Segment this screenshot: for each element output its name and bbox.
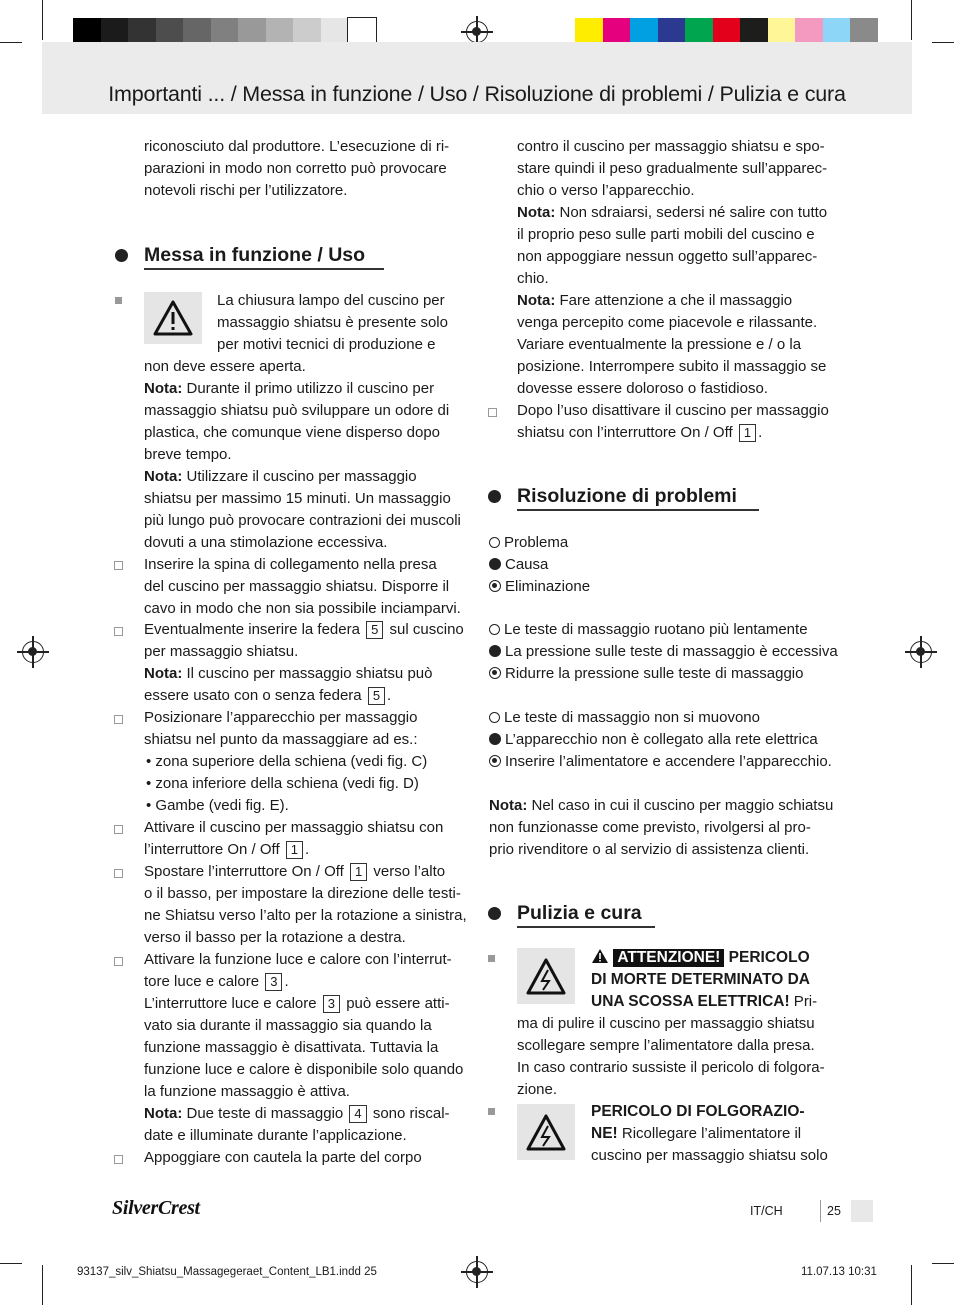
heading-underline [517, 926, 655, 928]
text: Durante il primo utilizzo il cuscino per [182, 380, 435, 397]
text-line: notevoli rischi per l’utilizzatore. [144, 182, 348, 199]
electric-shock-icon [517, 948, 575, 1004]
text-line: Posizionare l’apparecchio per massaggio [144, 709, 418, 726]
text: Eliminazione [505, 578, 591, 595]
crop-mark [932, 1263, 954, 1264]
crop-mark [42, 1265, 43, 1305]
text: Spostare l’interruttore On / Off [144, 863, 344, 880]
registration-mark-icon [466, 21, 488, 43]
part-number-badge: 1 [350, 863, 367, 881]
target-circle-icon [489, 580, 501, 592]
legend-solution [489, 576, 590, 598]
danger-heading-line [591, 947, 810, 969]
note-line [144, 1103, 450, 1125]
note-label: Nota: [489, 797, 528, 814]
text-line: La chiusura lampo del cuscino per [217, 292, 445, 309]
text-line: per motivi tecnici di produzione e [217, 336, 436, 353]
text: . [758, 424, 763, 441]
text: Ridurre la pressione sulle teste di massaggio [505, 665, 804, 682]
text: L’interruttore luce e calore [144, 995, 317, 1012]
text: Utilizzare il cuscino per massaggio [182, 468, 417, 485]
text-line [591, 991, 817, 1013]
text-line: il proprio peso sulle parti mobili del cuscino e [517, 226, 815, 243]
crop-mark [0, 42, 22, 43]
text-line [144, 993, 450, 1015]
note-label: Nota: [144, 665, 183, 682]
text-line: dovesse essere doloroso o fastidioso. [517, 380, 768, 397]
open-circle-icon [489, 537, 500, 548]
text-line [144, 685, 391, 707]
text-line: Dopo l’uso disattivare il cuscino per massaggio [517, 402, 829, 419]
text-line: Variare eventualmente la pressione e / o la [517, 336, 802, 353]
text: essere usato con o senza federa [144, 687, 362, 704]
text-line: date e illuminate durante l’applicazione. [144, 1127, 407, 1144]
text-line: non deve essere aperta. [144, 358, 306, 375]
filled-circle-icon [489, 558, 501, 570]
language-code: IT/CH [750, 1204, 783, 1218]
text-line: shiatsu nel punto da massaggiare ad es.: [144, 731, 418, 748]
registration-mark-icon [466, 1261, 488, 1283]
checkbox-icon [114, 825, 123, 834]
text-line: più lungo può provocare contrazioni dei muscoli [144, 512, 461, 529]
registration-mark-icon [22, 641, 44, 663]
text: Eventualmente inserire la federa [144, 621, 360, 638]
text: l’interruttore On / Off [144, 841, 280, 858]
attention-badge: ATTENZIONE! [613, 949, 724, 967]
text-line: Attivare la funzione luce e calore con l’interrut- [144, 951, 452, 968]
section-heading: Risoluzione di problemi [517, 485, 737, 507]
note-label: Nota: [517, 204, 556, 221]
crop-mark [0, 1263, 22, 1264]
heading-underline [517, 509, 759, 511]
text-line: non funzionasse come previsto, rivolgersi al pro- [489, 819, 811, 836]
text-line: breve tempo. [144, 446, 232, 463]
text: . [305, 841, 310, 858]
text-line: riconosciuto dal produttore. L’esecuzione di ri- [144, 138, 450, 155]
text-line: Inserire la spina di collegamento nella presa [144, 556, 437, 573]
target-circle-icon [489, 667, 501, 679]
page-title: Importanti ... / Messa in funzione / Uso / Risoluzione di problemi / Pulizia e cura [108, 82, 846, 106]
section-heading: Messa in funzione / Uso [144, 244, 366, 266]
legend-cause [489, 554, 548, 576]
text: può essere atti- [346, 995, 450, 1012]
warning-triangle-icon [591, 948, 609, 964]
print-date: 11.07.13 10:31 [801, 1266, 877, 1278]
text-line: posizione. Interrompere subito il massaggio se [517, 358, 827, 375]
text: Le teste di massaggio non si muovono [504, 709, 760, 726]
text-line: verso il basso per la rotazione a destra. [144, 929, 406, 946]
heading-underline [144, 268, 384, 270]
open-circle-icon [489, 624, 500, 635]
text: verso l’alto [373, 863, 446, 880]
note-label: Nota: [144, 468, 183, 485]
checkbox-icon [114, 869, 123, 878]
text: sono riscal- [372, 1105, 450, 1122]
text-line: zione. [517, 1081, 558, 1098]
text-line: cavo in modo che non sia possibile inciamparvi. [144, 600, 461, 617]
problem-item [489, 707, 760, 729]
note-label: Nota: [517, 292, 556, 309]
text: Fare attenzione a che il massaggio [555, 292, 793, 309]
part-number-badge: 3 [265, 973, 282, 991]
filled-circle-icon [489, 733, 501, 745]
crop-mark [911, 1265, 912, 1305]
brand-logo: SilverCrest [112, 1197, 200, 1219]
crop-mark [42, 0, 43, 40]
text-line: scollegare sempre l’alimentatore dalla presa. [517, 1037, 815, 1054]
text-line: del cuscino per massaggio shiatsu. Disporre il [144, 578, 450, 595]
text-line: contro il cuscino per massaggio shiatsu e spo- [517, 138, 825, 155]
text: Causa [505, 556, 549, 573]
note-line [144, 663, 432, 685]
text: NE! [591, 1125, 618, 1142]
text: Nel caso in cui il cuscino per maggio schiatsu [527, 797, 834, 814]
text-line [591, 1123, 801, 1145]
electric-shock-icon [517, 1104, 575, 1160]
solution-item [489, 663, 803, 685]
warning-triangle-icon [144, 292, 202, 344]
text-line: massaggio shiatsu è presente solo [217, 314, 448, 331]
target-circle-icon [489, 755, 501, 767]
cause-item [489, 729, 818, 751]
part-number-badge: 5 [368, 687, 385, 705]
shock-warning-box [517, 948, 575, 1004]
text-line: Attivare il cuscino per massaggio shiatsu con [144, 819, 444, 836]
section-bullet-icon [488, 907, 501, 920]
checkbox-icon [114, 957, 123, 966]
text: . [284, 973, 289, 990]
warning-box [144, 292, 202, 344]
text: L’apparecchio non è collegato alla rete elettrica [505, 731, 818, 748]
text: . [387, 687, 392, 704]
section-heading: Pulizia e cura [517, 902, 642, 924]
note-label: Nota: [144, 380, 183, 397]
text-line [144, 861, 445, 883]
text-line: funzione massaggio è disattivata. Tuttavia la [144, 1039, 439, 1056]
text-line [517, 422, 762, 444]
open-circle-icon [489, 712, 500, 723]
text: Non sdraiarsi, sedersi né salire con tutto [555, 204, 828, 221]
text-line: PERICOLO DI FOLGORAZIO- [591, 1103, 805, 1120]
text-line [144, 619, 464, 641]
registration-mark-icon [910, 641, 932, 663]
text: La pressione sulle teste di massaggio è eccessiva [505, 643, 838, 660]
note-line [489, 795, 833, 817]
checkbox-icon [114, 561, 123, 570]
text: sul cuscino [389, 621, 464, 638]
text: Le teste di massaggio ruotano più lentamente [504, 621, 808, 638]
solution-item [489, 751, 832, 773]
text-line: parazioni in modo non corretto può provocare [144, 160, 447, 177]
text-line: ma di pulire il cuscino per massaggio shiatsu [517, 1015, 815, 1032]
checkbox-icon [114, 1155, 123, 1164]
note-line [144, 466, 417, 488]
filled-circle-icon [489, 645, 501, 657]
text-line: stare quindi il peso gradualmente sull’apparec- [517, 160, 828, 177]
text-line: Appoggiare con cautela la parte del corpo [144, 1149, 422, 1166]
checkbox-icon [114, 715, 123, 724]
checkbox-icon [488, 408, 497, 417]
cause-item [489, 641, 838, 663]
part-number-badge: 1 [286, 841, 303, 859]
text-line: massaggio shiatsu può sviluppare un odore di [144, 402, 450, 419]
text-line: funzione luce e calore è disponibile solo quando [144, 1061, 464, 1078]
note-label: Nota: [144, 1105, 183, 1122]
text: Inserire l’alimentatore e accendere l’apparecchio. [505, 753, 832, 770]
part-number-badge: 4 [349, 1105, 366, 1123]
text-line: prio rivenditore o al servizio di assistenza clienti. [489, 841, 810, 858]
text: Pri- [789, 993, 818, 1010]
text-line: shiatsu per massimo 15 minuti. Un massaggio [144, 490, 451, 507]
page-header [42, 42, 912, 114]
square-bullet-icon [488, 955, 495, 962]
note-line [517, 290, 792, 312]
text-line: ne Shiatsu verso l’alto per la rotazione a sinistra, [144, 907, 467, 924]
text: Il cuscino per massaggio shiatsu può [182, 665, 433, 682]
text-line: cuscino per massaggio shiatsu solo [591, 1147, 828, 1164]
text-line: chio. [517, 270, 549, 287]
text-line: DI MORTE DETERMINATO DA [591, 971, 811, 988]
text: Ricollegare l’alimentatore il [617, 1125, 802, 1142]
page-tab [851, 1200, 873, 1222]
text-line: dovuti a una stimolazione eccessiva. [144, 534, 388, 551]
legend-problem [489, 532, 568, 554]
text: PERICOLO [728, 949, 810, 966]
section-bullet-icon [488, 490, 501, 503]
crop-mark [932, 42, 954, 43]
text: tore luce e calore [144, 973, 260, 990]
part-number-badge: 5 [366, 621, 383, 639]
text: UNA SCOSSA ELETTRICA! [591, 993, 790, 1010]
checkbox-icon [114, 627, 123, 636]
text-line: chio o verso l’apparecchio. [517, 182, 695, 199]
note-line [144, 378, 434, 400]
text: Due teste di massaggio [182, 1105, 344, 1122]
page-number: 25 [827, 1204, 841, 1218]
bullet-item: • zona inferiore della schiena (vedi fig. D) [146, 775, 419, 792]
shock-warning-box [517, 1104, 575, 1160]
square-bullet-icon [115, 297, 122, 304]
problem-item [489, 619, 808, 641]
text-line: plastica, che comunque viene disperso dopo [144, 424, 441, 441]
text-line: la funzione massaggio è attiva. [144, 1083, 350, 1100]
text-line [144, 839, 309, 861]
bullet-item: • Gambe (vedi fig. E). [146, 797, 289, 814]
square-bullet-icon [488, 1108, 495, 1115]
text-line: o il basso, per impostare la direzione delle testi- [144, 885, 461, 902]
text-line: In caso contrario sussiste il pericolo di folgora- [517, 1059, 825, 1076]
file-slug: 93137_silv_Shiatsu_Massagegeraet_Content_LB1.indd 25 [77, 1266, 377, 1278]
text-line: non appoggiare nessun oggetto sull’apparec- [517, 248, 818, 265]
divider [820, 1200, 821, 1222]
part-number-badge: 3 [323, 995, 340, 1013]
crop-mark [911, 0, 912, 40]
text: Problema [504, 534, 569, 551]
section-bullet-icon [115, 249, 128, 262]
text-line: vato sia durante il massaggio sia quando la [144, 1017, 432, 1034]
part-number-badge: 1 [739, 424, 756, 442]
text-line [144, 971, 289, 993]
text: shiatsu con l’interruttore On / Off [517, 424, 733, 441]
text-line: per massaggio shiatsu. [144, 643, 299, 660]
bullet-item: • zona superiore della schiena (vedi fig. C) [146, 753, 428, 770]
note-line [517, 202, 827, 224]
text-line: venga percepito come piacevole e rilassante. [517, 314, 818, 331]
